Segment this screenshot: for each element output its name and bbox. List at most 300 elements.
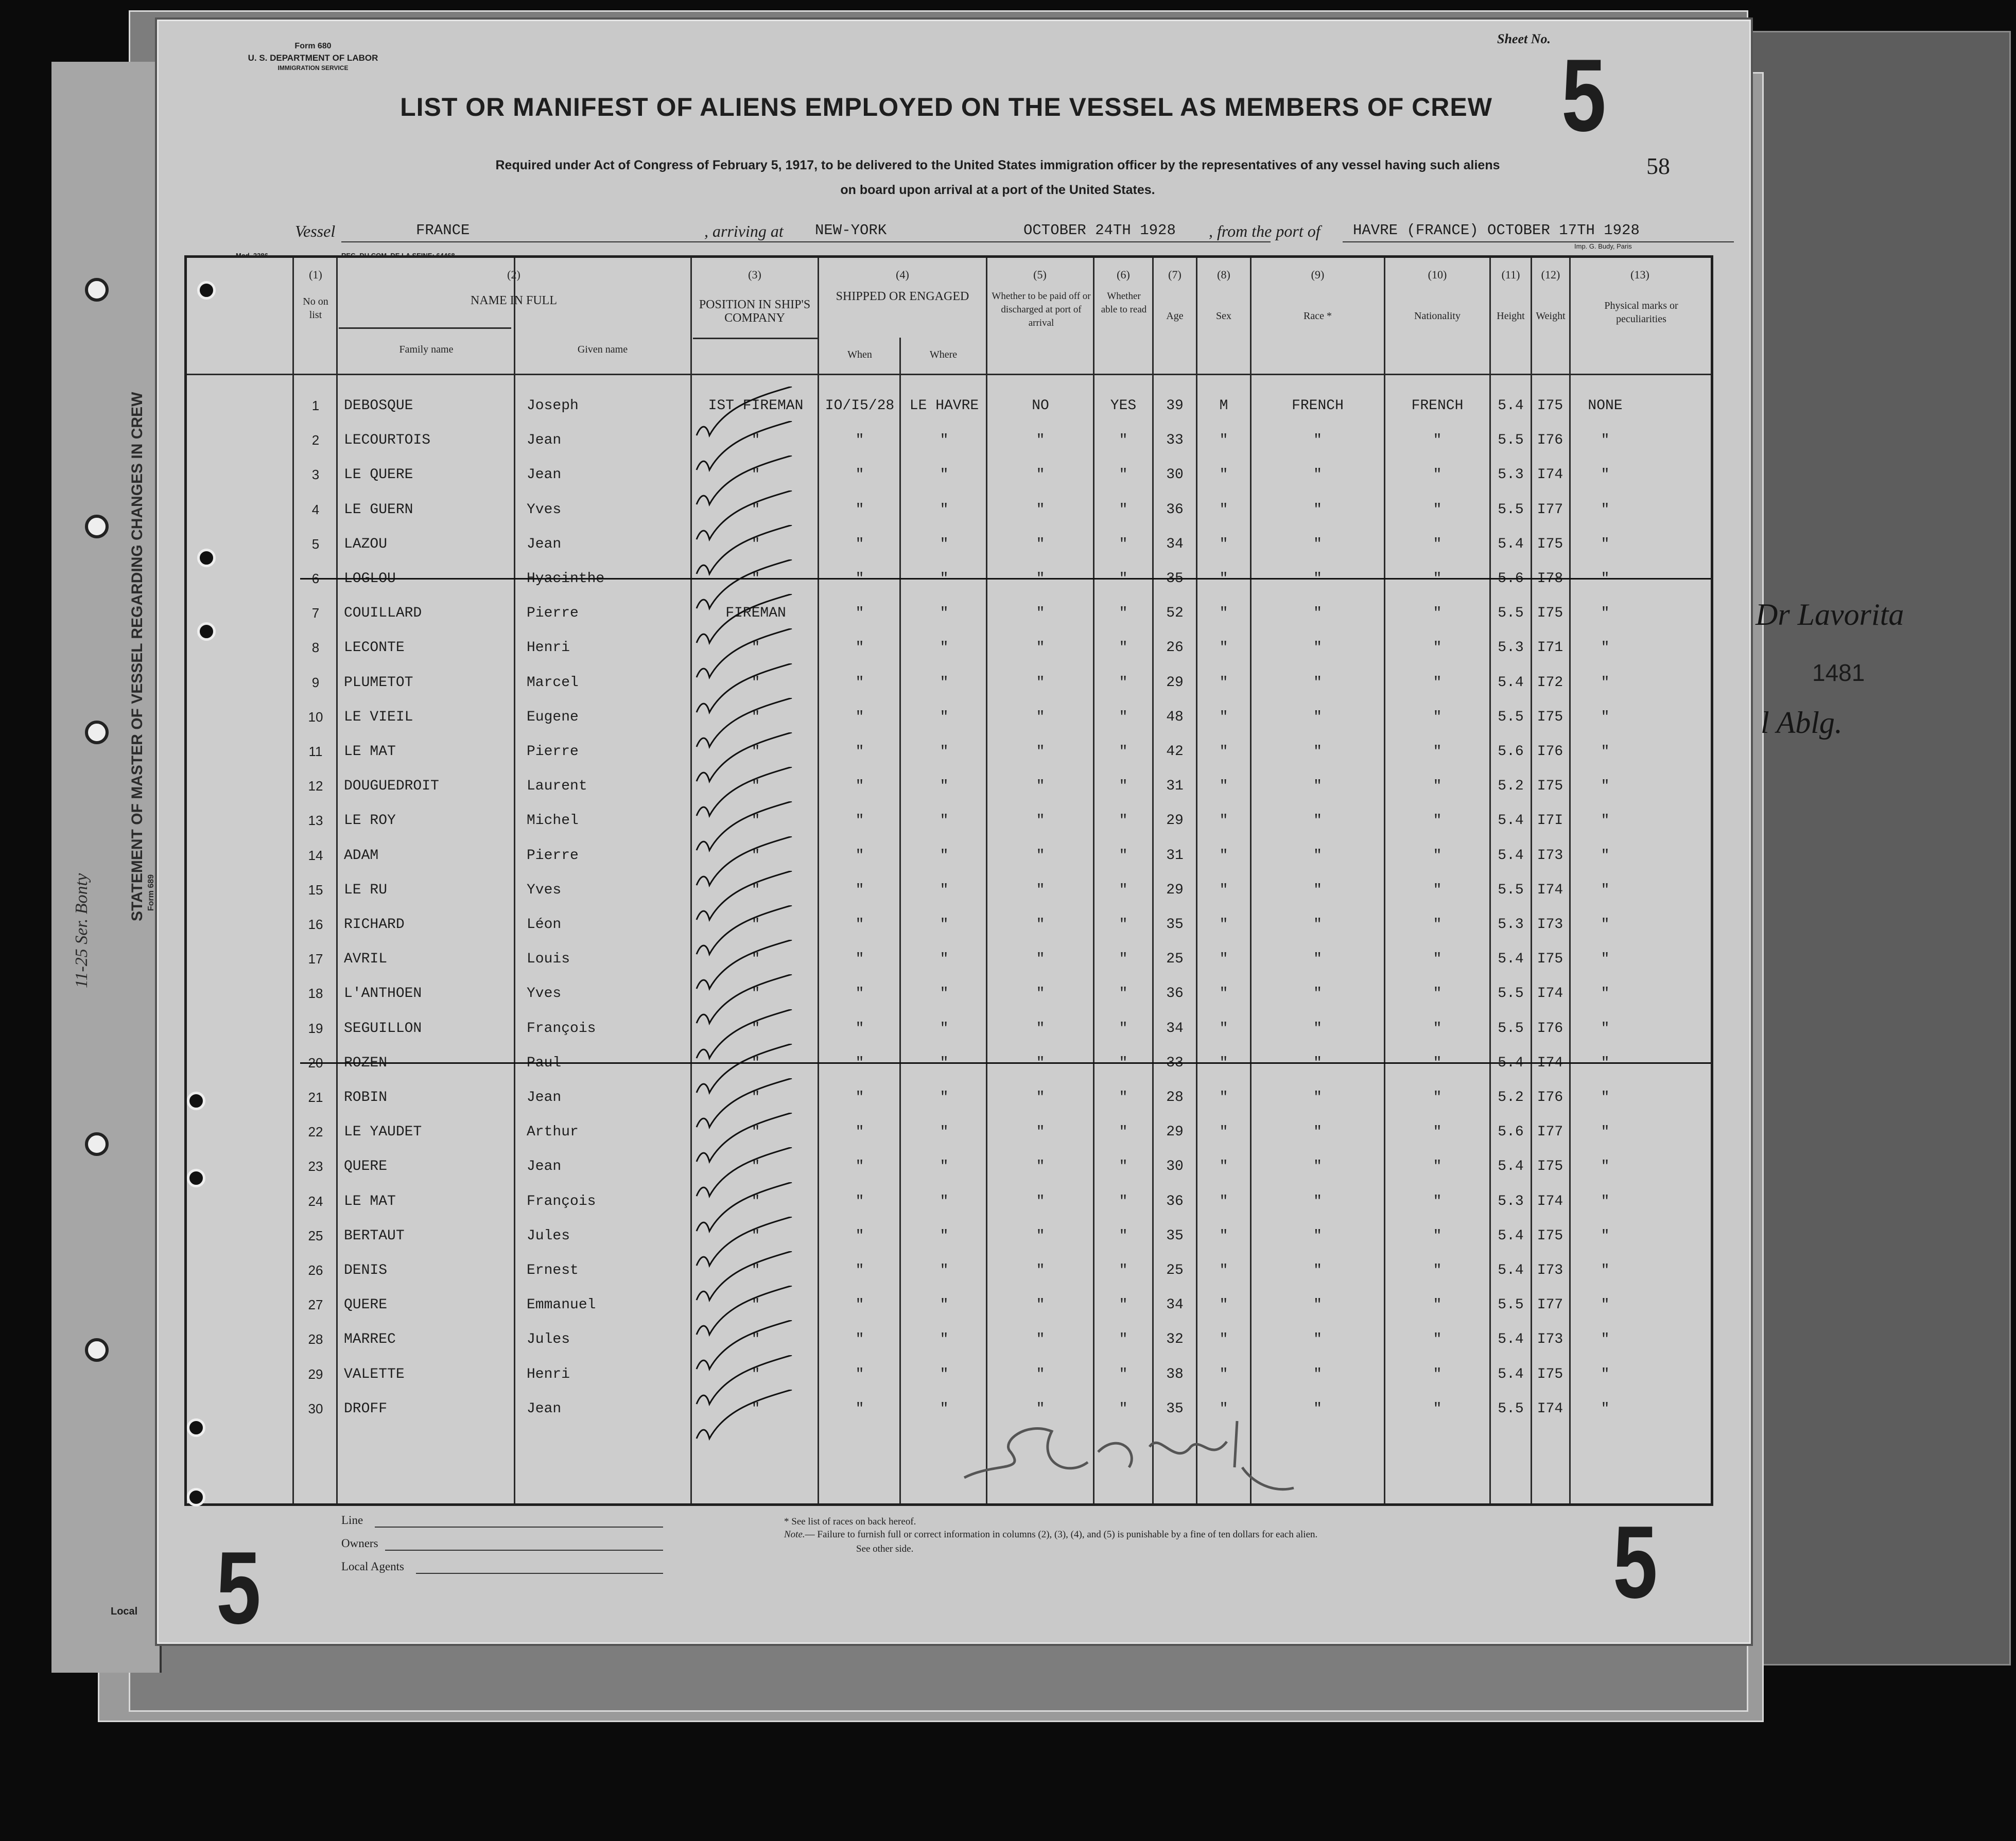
cell-paid: " <box>1036 1159 1045 1175</box>
cell-weight: I74 <box>1537 986 1563 1002</box>
cell-age: 34 <box>1166 1297 1184 1313</box>
arriving-label-text: , arriving at <box>704 222 784 240</box>
binder-hole <box>85 515 109 538</box>
cell-paid: " <box>1036 501 1045 518</box>
cell-when: " <box>855 1124 864 1141</box>
cell-no: 13 <box>308 813 323 829</box>
from-label <box>1209 222 1320 241</box>
sheet-number-bottom-left: 5 <box>216 1531 261 1645</box>
cell-paid: " <box>1036 467 1045 483</box>
cell-family: LE GUERN <box>344 501 413 518</box>
arriving-port: NEW-YORK <box>815 222 887 239</box>
cell-nationality: " <box>1433 813 1442 829</box>
cell-nationality: " <box>1433 1124 1442 1141</box>
cell-age: 33 <box>1166 1055 1184 1071</box>
cell-when: " <box>855 1020 864 1037</box>
cell-where: " <box>940 1263 949 1278</box>
cell-position: " <box>751 1090 760 1106</box>
cell-given: Arthur <box>527 1124 579 1141</box>
cell-given: Yves <box>527 501 562 518</box>
cell-marks: " <box>1601 1366 1610 1382</box>
note-text: — Failure to furnish full or correct information in columns (2), (3), (4), and (5) is punishable by a fine of ten dollars for each alien. <box>805 1529 1318 1540</box>
cell-when: " <box>855 709 864 725</box>
cell-read: " <box>1119 1090 1128 1106</box>
cell-when: " <box>855 640 864 656</box>
cell-sex: " <box>1219 1159 1228 1175</box>
cell-where: " <box>940 1366 949 1382</box>
cell-marks: " <box>1601 744 1610 760</box>
cell-marks: " <box>1601 1331 1610 1348</box>
cell-given: Ernest <box>527 1263 579 1278</box>
cell-where: " <box>940 1228 949 1244</box>
cell-age: 34 <box>1166 536 1184 552</box>
cell-age: 36 <box>1166 1193 1184 1209</box>
cell-read: " <box>1119 674 1128 691</box>
cell-marks: " <box>1601 1020 1610 1037</box>
cell-position: " <box>751 882 760 898</box>
cell-marks: " <box>1601 1055 1610 1071</box>
col2b-header: Given name <box>577 344 628 355</box>
cell-nationality: " <box>1433 1055 1442 1071</box>
cell-weight: I75 <box>1537 536 1563 552</box>
cell-marks: " <box>1601 1159 1610 1175</box>
cell-sex: " <box>1219 467 1228 483</box>
cell-where: " <box>940 501 949 518</box>
cell-read: " <box>1119 1124 1128 1141</box>
cell-paid: " <box>1036 571 1045 587</box>
cell-height: 5.5 <box>1498 1297 1524 1313</box>
cell-marks: " <box>1601 882 1610 898</box>
cell-age: 36 <box>1166 986 1184 1002</box>
cell-sex: " <box>1219 986 1228 1002</box>
cell-marks: " <box>1601 986 1610 1002</box>
cell-given: Jean <box>527 467 562 483</box>
cell-paid: " <box>1036 951 1045 968</box>
cell-read: " <box>1119 467 1128 483</box>
cell-height: 5.5 <box>1498 432 1524 449</box>
cell-when: " <box>855 1228 864 1244</box>
page-number: 58 <box>1646 153 1670 179</box>
vessel-underline <box>341 241 856 242</box>
cell-nationality: " <box>1433 778 1442 795</box>
cell-when: " <box>855 1331 864 1348</box>
cell-paid: NO <box>1032 398 1049 414</box>
cell-read: " <box>1119 1366 1128 1382</box>
punch-hole <box>197 549 216 567</box>
binder-hole <box>85 278 109 302</box>
cell-paid: " <box>1036 605 1045 622</box>
cell-no: 19 <box>308 1020 323 1036</box>
cell-weight: I73 <box>1537 847 1563 864</box>
cell-sex: " <box>1219 501 1228 518</box>
cell-paid: " <box>1036 1366 1045 1382</box>
cell-weight: I76 <box>1537 1020 1563 1037</box>
cell-given: Yves <box>527 882 562 898</box>
cell-sex: " <box>1219 1400 1228 1417</box>
cell-sex: " <box>1219 1263 1228 1278</box>
cell-marks: " <box>1601 640 1610 656</box>
cell-weight: I73 <box>1537 917 1563 933</box>
cell-where: " <box>940 986 949 1002</box>
cell-when: " <box>855 501 864 518</box>
cell-sex: " <box>1219 1193 1228 1209</box>
cell-no: 23 <box>308 1159 323 1174</box>
cell-race: " <box>1313 1331 1322 1348</box>
cell-height: 5.4 <box>1498 536 1524 552</box>
cell-given: Laurent <box>527 778 587 795</box>
cell-paid: " <box>1036 986 1045 1002</box>
cell-given: Hyacinthe <box>527 571 605 587</box>
cell-paid: " <box>1036 1090 1045 1106</box>
cell-where: " <box>940 917 949 933</box>
cell-given: Jules <box>527 1228 570 1244</box>
cell-read: " <box>1119 1400 1128 1417</box>
cell-sex: " <box>1219 744 1228 760</box>
footer-note-penalty <box>784 1529 1317 1540</box>
cell-nationality: " <box>1433 1331 1442 1348</box>
col5-header: Whether to be paid off or discharged at port of arrival <box>992 291 1091 328</box>
cell-family: SEGUILLON <box>344 1020 422 1037</box>
cell-nationality: " <box>1433 1263 1442 1278</box>
cell-race: " <box>1313 1193 1322 1209</box>
cell-race: " <box>1313 882 1322 898</box>
cell-race: " <box>1313 1263 1322 1278</box>
cell-family: VALETTE <box>344 1366 405 1382</box>
cell-no: 5 <box>311 536 320 552</box>
cell-when: " <box>855 1366 864 1382</box>
cell-marks: " <box>1601 778 1610 795</box>
cell-age: 25 <box>1166 1263 1184 1278</box>
cell-race: " <box>1313 1159 1322 1175</box>
cell-no: 26 <box>308 1263 323 1278</box>
cell-marks: NONE <box>1588 398 1623 414</box>
cell-nationality: " <box>1433 1020 1442 1037</box>
cell-position: " <box>751 778 760 795</box>
cell-when: " <box>855 605 864 622</box>
subtitle-line: on board upon arrival at a port of the United States. <box>840 183 1155 197</box>
cell-race: " <box>1313 778 1322 795</box>
cell-sex: " <box>1219 1090 1228 1106</box>
cell-no: 24 <box>308 1193 323 1209</box>
cell-nationality: " <box>1433 571 1442 587</box>
cell-no: 28 <box>308 1331 323 1347</box>
cell-nationality: " <box>1433 744 1442 760</box>
cell-position: " <box>751 432 760 449</box>
cell-paid: " <box>1036 1124 1045 1141</box>
cell-where: " <box>940 951 949 968</box>
cell-nationality: " <box>1433 1366 1442 1382</box>
cell-where: " <box>940 1193 949 1209</box>
cell-position: " <box>751 1020 760 1037</box>
footer-line-label: Line <box>341 1514 363 1527</box>
cell-age: 35 <box>1166 1400 1184 1417</box>
cell-race: " <box>1313 1228 1322 1244</box>
cell-height: 5.4 <box>1498 1159 1524 1175</box>
cell-weight: I72 <box>1537 674 1563 691</box>
sheet-label: Sheet No. <box>1497 31 1551 46</box>
cell-family: DOUGUEDROIT <box>344 778 439 795</box>
cell-given: François <box>527 1020 596 1037</box>
cell-age: 31 <box>1166 847 1184 864</box>
cell-read: " <box>1119 986 1128 1002</box>
from-label-text: , from the port of <box>1209 222 1320 240</box>
cell-family: LECOURTOIS <box>344 432 431 449</box>
cell-marks: " <box>1601 917 1610 933</box>
cell-nationality: " <box>1433 1400 1442 1417</box>
cell-height: 5.3 <box>1498 1193 1524 1209</box>
cell-position: " <box>751 951 760 968</box>
cell-family: LAZOU <box>344 536 388 552</box>
cell-marks: " <box>1601 1400 1610 1417</box>
cell-no: 25 <box>308 1228 323 1243</box>
col4-number: (4) <box>896 268 909 281</box>
cell-family: DROFF <box>344 1400 388 1417</box>
cell-age: 25 <box>1166 951 1184 968</box>
cell-given: Henri <box>527 1366 570 1382</box>
cell-family: LE YAUDET <box>344 1124 422 1141</box>
cell-read: " <box>1119 1193 1128 1209</box>
cell-marks: " <box>1601 432 1610 449</box>
cell-given: Marcel <box>527 674 579 691</box>
cell-where: " <box>940 882 949 898</box>
cell-sex: " <box>1219 1228 1228 1244</box>
cell-race: " <box>1313 1366 1322 1382</box>
cell-when: " <box>855 571 864 587</box>
col3-header: POSITION IN SHIP'S COMPANY <box>699 298 811 325</box>
cell-position: " <box>751 1193 760 1209</box>
cell-when: " <box>855 951 864 968</box>
cell-weight: I75 <box>1537 398 1563 414</box>
cell-no: 1 <box>311 398 320 413</box>
cell-height: 5.6 <box>1498 744 1524 760</box>
cell-age: 42 <box>1166 744 1184 760</box>
vessel-label <box>295 222 335 241</box>
underlying-sheet-right <box>1740 31 2011 1665</box>
from-underline <box>1343 241 1734 242</box>
cell-marks: " <box>1601 1193 1610 1209</box>
cell-when: " <box>855 1159 864 1175</box>
cell-height: 5.4 <box>1498 1263 1524 1278</box>
cell-sex: " <box>1219 917 1228 933</box>
cell-position: " <box>751 1366 760 1382</box>
cell-position: IST FIREMAN <box>708 398 804 414</box>
cell-given: Michel <box>527 813 579 829</box>
cell-family: L'ANTHOEN <box>344 986 422 1002</box>
cell-when: " <box>855 1297 864 1313</box>
cell-read: " <box>1119 501 1128 518</box>
cell-read: " <box>1119 1020 1128 1037</box>
cell-sex: M <box>1219 398 1228 414</box>
cell-weight: I77 <box>1537 1124 1563 1141</box>
cell-paid: " <box>1036 1020 1045 1037</box>
form-number: Form 680 <box>294 42 332 50</box>
cell-nationality: " <box>1433 1193 1442 1209</box>
cell-where: " <box>940 536 949 552</box>
cell-given: Jean <box>527 1400 562 1417</box>
cell-paid: " <box>1036 813 1045 829</box>
column-divider <box>986 258 987 1503</box>
cell-given: Pierre <box>527 744 579 760</box>
cell-weight: I77 <box>1537 1297 1563 1313</box>
cell-paid: " <box>1036 917 1045 933</box>
cell-read: " <box>1119 640 1128 656</box>
cell-paid: " <box>1036 1228 1045 1244</box>
cell-weight: I76 <box>1537 744 1563 760</box>
cell-nationality: " <box>1433 1090 1442 1106</box>
cell-when: " <box>855 744 864 760</box>
footer-owners-label: Owners <box>341 1537 378 1550</box>
cell-height: 5.6 <box>1498 571 1524 587</box>
arriving-underline <box>807 241 1271 242</box>
arrival-date: OCTOBER 24TH 1928 <box>1023 222 1176 239</box>
cell-height: 5.2 <box>1498 778 1524 795</box>
cell-sex: " <box>1219 1020 1228 1037</box>
cell-position: " <box>751 1159 760 1175</box>
cell-age: 26 <box>1166 640 1184 656</box>
col6-number: (6) <box>1117 268 1130 281</box>
cell-where: " <box>940 1124 949 1141</box>
department-name: U. S. DEPARTMENT OF LABOR <box>248 53 378 63</box>
punch-hole <box>197 622 216 641</box>
manifest-page <box>157 20 1751 1644</box>
cell-height: 5.2 <box>1498 1090 1524 1106</box>
col10-number: (10) <box>1428 268 1447 281</box>
cell-where: " <box>940 1055 949 1071</box>
cell-weight: I74 <box>1537 1400 1563 1417</box>
cell-no: 18 <box>308 986 323 1002</box>
cell-read: " <box>1119 778 1128 795</box>
cell-no: 11 <box>308 744 323 759</box>
cell-height: 5.5 <box>1498 501 1524 518</box>
binder-hole <box>85 721 109 744</box>
cell-paid: " <box>1036 1297 1045 1313</box>
cell-read: " <box>1119 1055 1128 1071</box>
side-statement-title: STATEMENT OF MASTER OF VESSEL REGARDING CHANGES IN CREW <box>129 392 146 921</box>
col7-number: (7) <box>1168 268 1181 281</box>
cell-sex: " <box>1219 640 1228 656</box>
cell-race: " <box>1313 536 1322 552</box>
cell-given: Emmanuel <box>527 1297 596 1313</box>
cell-read: " <box>1119 1263 1128 1278</box>
cell-no: 21 <box>308 1090 323 1105</box>
cell-height: 5.4 <box>1498 1055 1524 1071</box>
col8-number: (8) <box>1217 268 1230 281</box>
cell-no: 16 <box>308 917 323 932</box>
footer-agents-field <box>416 1573 663 1574</box>
col2a-header: Family name <box>399 344 454 355</box>
column-divider <box>514 258 515 1503</box>
note-label: Note. <box>784 1529 805 1540</box>
cell-age: 33 <box>1166 432 1184 449</box>
cell-where: " <box>940 1090 949 1106</box>
cell-marks: " <box>1601 1297 1610 1313</box>
cell-family: ROZEN <box>344 1055 388 1071</box>
column-divider <box>1093 258 1094 1503</box>
punch-hole <box>187 1488 205 1506</box>
column-divider <box>690 258 692 1503</box>
binder-hole <box>85 1132 109 1156</box>
cell-read: YES <box>1110 398 1137 414</box>
cell-weight: I74 <box>1537 467 1563 483</box>
cell-nationality: " <box>1433 917 1442 933</box>
cell-age: 48 <box>1166 709 1184 725</box>
cell-race: " <box>1313 951 1322 968</box>
cell-no: 3 <box>311 467 320 483</box>
cell-when: " <box>855 1400 864 1417</box>
cell-race: " <box>1313 986 1322 1002</box>
cell-when: IO/I5/28 <box>825 398 895 414</box>
cell-weight: I7I <box>1537 813 1563 829</box>
cell-weight: I77 <box>1537 501 1563 518</box>
cell-given: Jean <box>527 1159 562 1175</box>
cell-position: " <box>751 1400 760 1417</box>
punch-hole <box>187 1169 205 1187</box>
cell-age: 35 <box>1166 571 1184 587</box>
cell-race: " <box>1313 1297 1322 1313</box>
cell-no: 27 <box>308 1297 323 1313</box>
cell-marks: " <box>1601 536 1610 552</box>
cell-race: " <box>1313 709 1322 725</box>
cell-family: ROBIN <box>344 1090 388 1106</box>
cell-no: 4 <box>311 501 320 517</box>
cell-sex: " <box>1219 1366 1228 1382</box>
cell-race: FRENCH <box>1292 398 1344 414</box>
cell-given: Henri <box>527 640 570 656</box>
cell-family: LE ROY <box>344 813 396 829</box>
column-divider <box>1152 258 1154 1503</box>
cell-marks: " <box>1601 1124 1610 1141</box>
cell-weight: I73 <box>1537 1263 1563 1278</box>
cell-where: " <box>940 1159 949 1175</box>
footer-agents-label: Local Agents <box>341 1560 404 1573</box>
cell-family: AVRIL <box>344 951 388 968</box>
cell-when: " <box>855 1193 864 1209</box>
cell-sex: " <box>1219 951 1228 968</box>
cell-when: " <box>855 1263 864 1278</box>
cell-height: 5.4 <box>1498 951 1524 968</box>
cell-no: 14 <box>308 847 323 863</box>
cell-position: " <box>751 467 760 483</box>
cell-when: " <box>855 536 864 552</box>
cell-marks: " <box>1601 467 1610 483</box>
cell-where: " <box>940 640 949 656</box>
cell-where: " <box>940 571 949 587</box>
struck-row-line <box>300 578 1711 580</box>
cell-sex: " <box>1219 605 1228 622</box>
cell-when: " <box>855 1055 864 1071</box>
service-name: IMMIGRATION SERVICE <box>277 64 349 72</box>
cell-weight: I71 <box>1537 640 1563 656</box>
cell-read: " <box>1119 1159 1128 1175</box>
cell-given: Eugene <box>527 709 579 725</box>
cell-marks: " <box>1601 1228 1610 1244</box>
cell-given: Léon <box>527 917 562 933</box>
cell-race: " <box>1313 605 1322 622</box>
sheet-number-top: 5 <box>1561 38 1606 153</box>
cell-race: " <box>1313 917 1322 933</box>
cell-when: " <box>855 813 864 829</box>
column-divider <box>1384 258 1385 1503</box>
cell-no: 8 <box>311 640 320 656</box>
col4-header: SHIPPED OR ENGAGED <box>836 290 969 303</box>
cell-marks: " <box>1601 847 1610 864</box>
cell-race: " <box>1313 501 1322 518</box>
cell-position: " <box>751 536 760 552</box>
cell-position: " <box>751 501 760 518</box>
cell-read: " <box>1119 847 1128 864</box>
cell-no: 2 <box>311 432 320 448</box>
cell-when: " <box>855 674 864 691</box>
